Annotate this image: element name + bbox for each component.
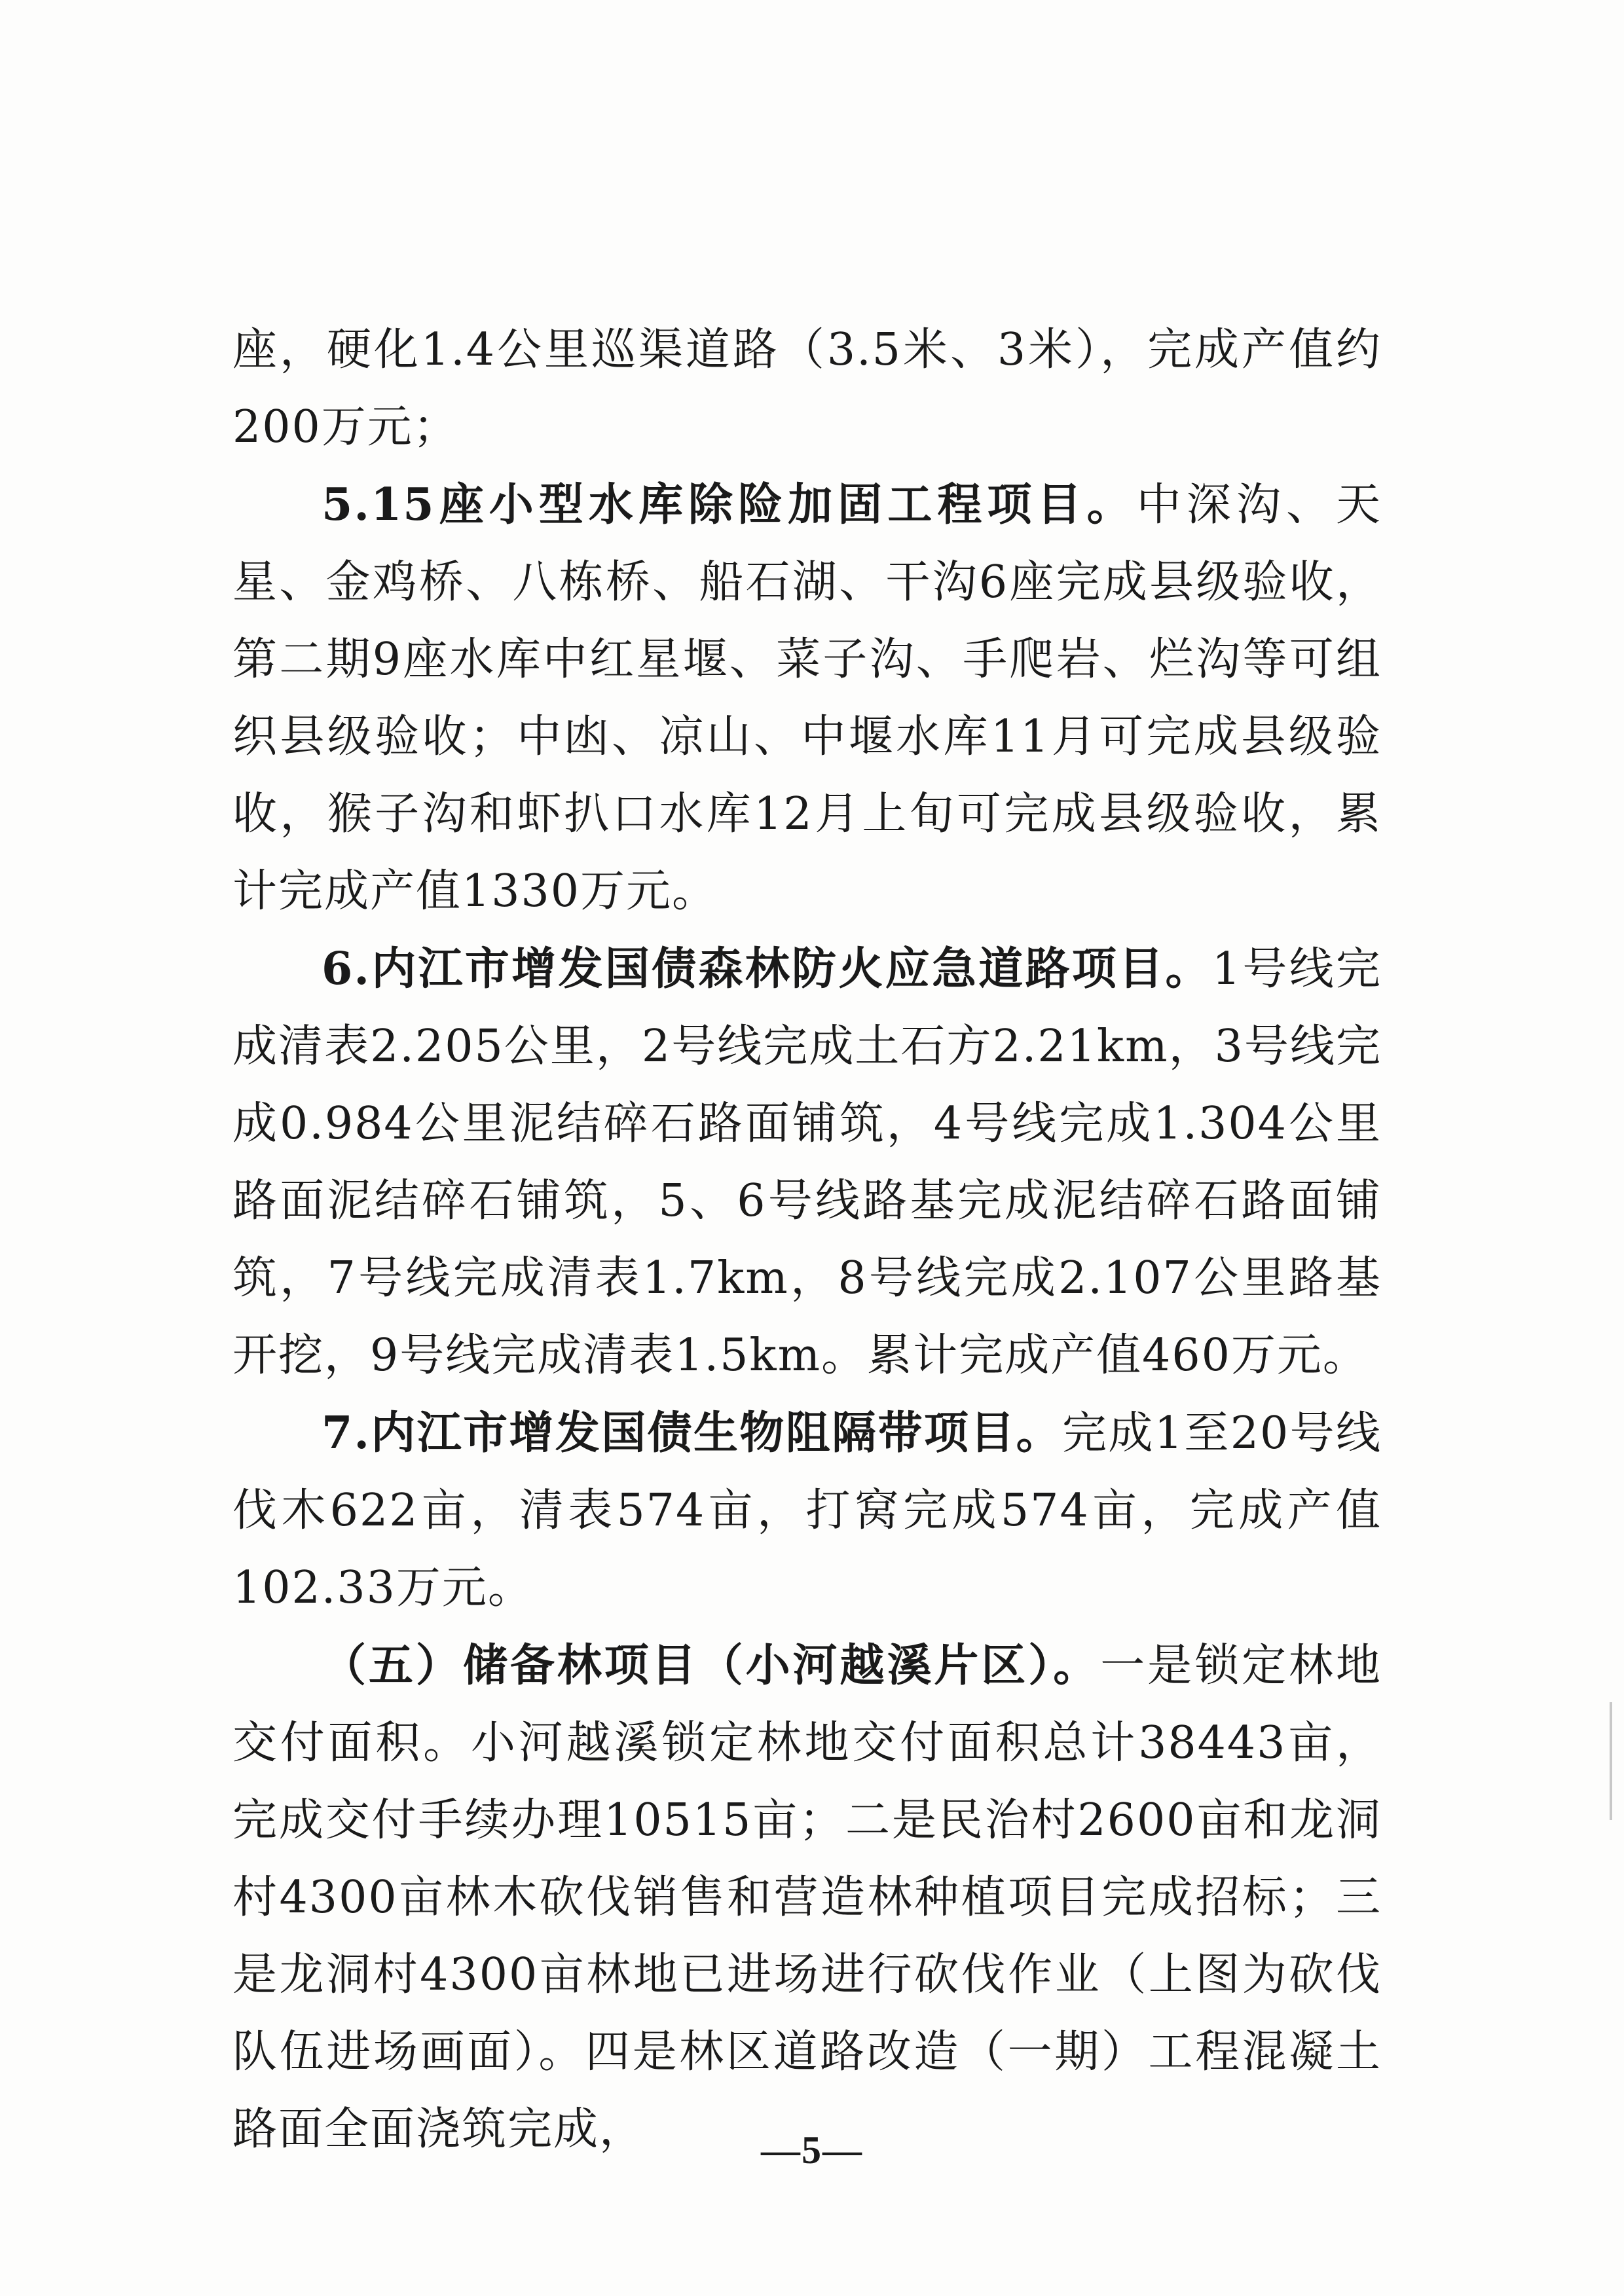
- scan-edge-mark: [1610, 1702, 1612, 1820]
- paragraph-2: [232, 466, 1382, 930]
- paragraph-1: [232, 311, 1382, 466]
- paragraph-3-text: 1号线完成清表2.205公里，2号线完成土石方2.21km，3号线完成0.984公里泥结碎石路面铺筑，4号线完成1.304公里路面泥结碎石铺筑，5、6号线路基完成泥结碎石路面铺筑，7号线完成清表1.7km，8号线完成2.107公里路基开挖，9号线完成清表1.5km。累计完成产值460万元。: [232, 943, 1382, 1381]
- paragraph-3: [232, 930, 1382, 1394]
- paragraph-4-lead: 7.内江市增发国债生物阻隔带项目。: [322, 1407, 1062, 1459]
- paragraph-5: [232, 1627, 1382, 2168]
- paragraph-5-text: 一是锁定林地交付面积。小河越溪锁定林地交付面积总计38443亩，完成交付手续办理10515亩；二是民治村2600亩和龙洞村4300亩林木砍伐销售和营造林种植项目完成招标；三是龙洞村4300亩林地已进场进行砍伐作业（上图为砍伐队伍进场画面）。四是林区道路改造（一期）工程混凝土路面全面浇筑完成，: [232, 1640, 1382, 2155]
- body-text: [232, 311, 1382, 2168]
- paragraph-4-text: 完成1至20号线伐木622亩，清表574亩，打窝完成574亩，完成产值102.33万元。: [232, 1408, 1382, 1614]
- paragraph-2-lead: 5.15座小型水库除险加固工程项目。: [322, 479, 1137, 531]
- paragraph-4: [232, 1394, 1382, 1627]
- paragraph-1-text: 座，硬化1.4公里巡渠道路（3.5米、3米），完成产值约200万元；: [232, 324, 1382, 453]
- paragraph-3-lead: 6.内江市增发国债森林防火应急道路项目。: [322, 943, 1212, 995]
- paragraph-2-text: 中深沟、天星、金鸡桥、八栋桥、船石湖、干沟6座完成县级验收，第二期9座水库中红星堰、菜子沟、手爬岩、烂沟等可组织县级验收；中凼、凉山、中堰水库11月可完成县级验收，猴子沟和虾扒口水库12月上旬可完成县级验收，累计完成产值1330万元。: [232, 479, 1382, 917]
- page-number: —5—: [761, 2128, 863, 2172]
- paragraph-5-lead: （五）储备林项目（小河越溪片区）。: [322, 1639, 1101, 1692]
